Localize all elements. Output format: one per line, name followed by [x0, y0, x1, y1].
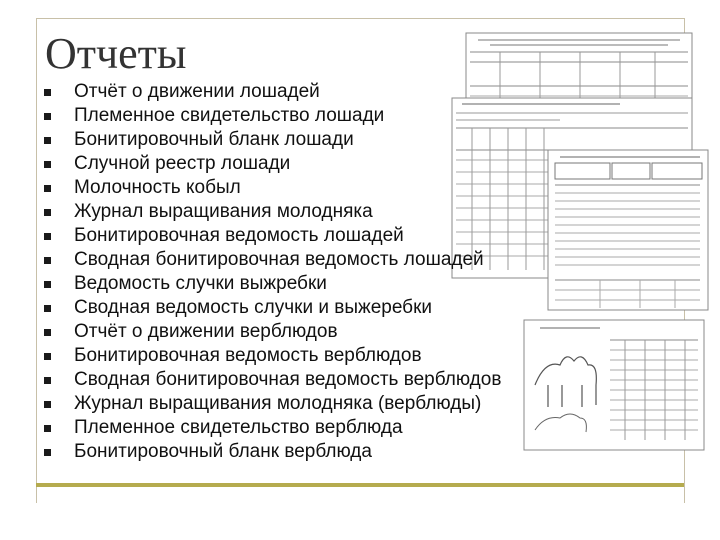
bullet-icon — [44, 281, 51, 288]
bullet-icon — [44, 161, 51, 168]
list-item: Племенное свидетельство верблюда — [44, 417, 501, 441]
bullet-icon — [44, 353, 51, 360]
bullet-icon — [44, 305, 51, 312]
list-item: Молочность кобыл — [44, 177, 501, 201]
form-thumbnail-4 — [524, 320, 704, 450]
bullet-icon — [44, 137, 51, 144]
bullet-icon — [44, 257, 51, 264]
bullet-icon — [44, 329, 51, 336]
bullet-icon — [44, 89, 51, 96]
bullet-icon — [44, 401, 51, 408]
list-item: Отчёт о движении верблюдов — [44, 321, 501, 345]
report-list — [44, 81, 501, 465]
bullet-icon — [44, 233, 51, 240]
list-item: Бонитировочная ведомость лошадей — [44, 225, 501, 249]
list-item: Сводная бонитировочная ведомость верблюдов — [44, 369, 501, 393]
list-item: Журнал выращивания молодняка — [44, 201, 501, 225]
list-item: Случной реестр лошади — [44, 153, 501, 177]
bullet-icon — [44, 113, 51, 120]
bullet-icon — [44, 449, 51, 456]
bullet-icon — [44, 185, 51, 192]
form-thumbnail-3 — [548, 150, 708, 310]
accent-rule — [36, 483, 684, 487]
page-title: Отчеты — [45, 29, 187, 78]
list-item: Ведомость случки выжребки — [44, 273, 501, 297]
list-item: Бонитировочный бланк верблюда — [44, 441, 501, 465]
bullet-icon — [44, 209, 51, 216]
list-item: Племенное свидетельство лошади — [44, 105, 501, 129]
list-item: Сводная бонитировочная ведомость лошадей — [44, 249, 501, 273]
bullet-icon — [44, 377, 51, 384]
list-item: Бонитировочная ведомость верблюдов — [44, 345, 501, 369]
list-item: Бонитировочный бланк лошади — [44, 129, 501, 153]
list-item: Отчёт о движении лошадей — [44, 81, 501, 105]
bullet-icon — [44, 425, 51, 432]
list-item: Сводная ведомость случки и выжеребки — [44, 297, 501, 321]
list-item: Журнал выращивания молодняка (верблюды) — [44, 393, 501, 417]
